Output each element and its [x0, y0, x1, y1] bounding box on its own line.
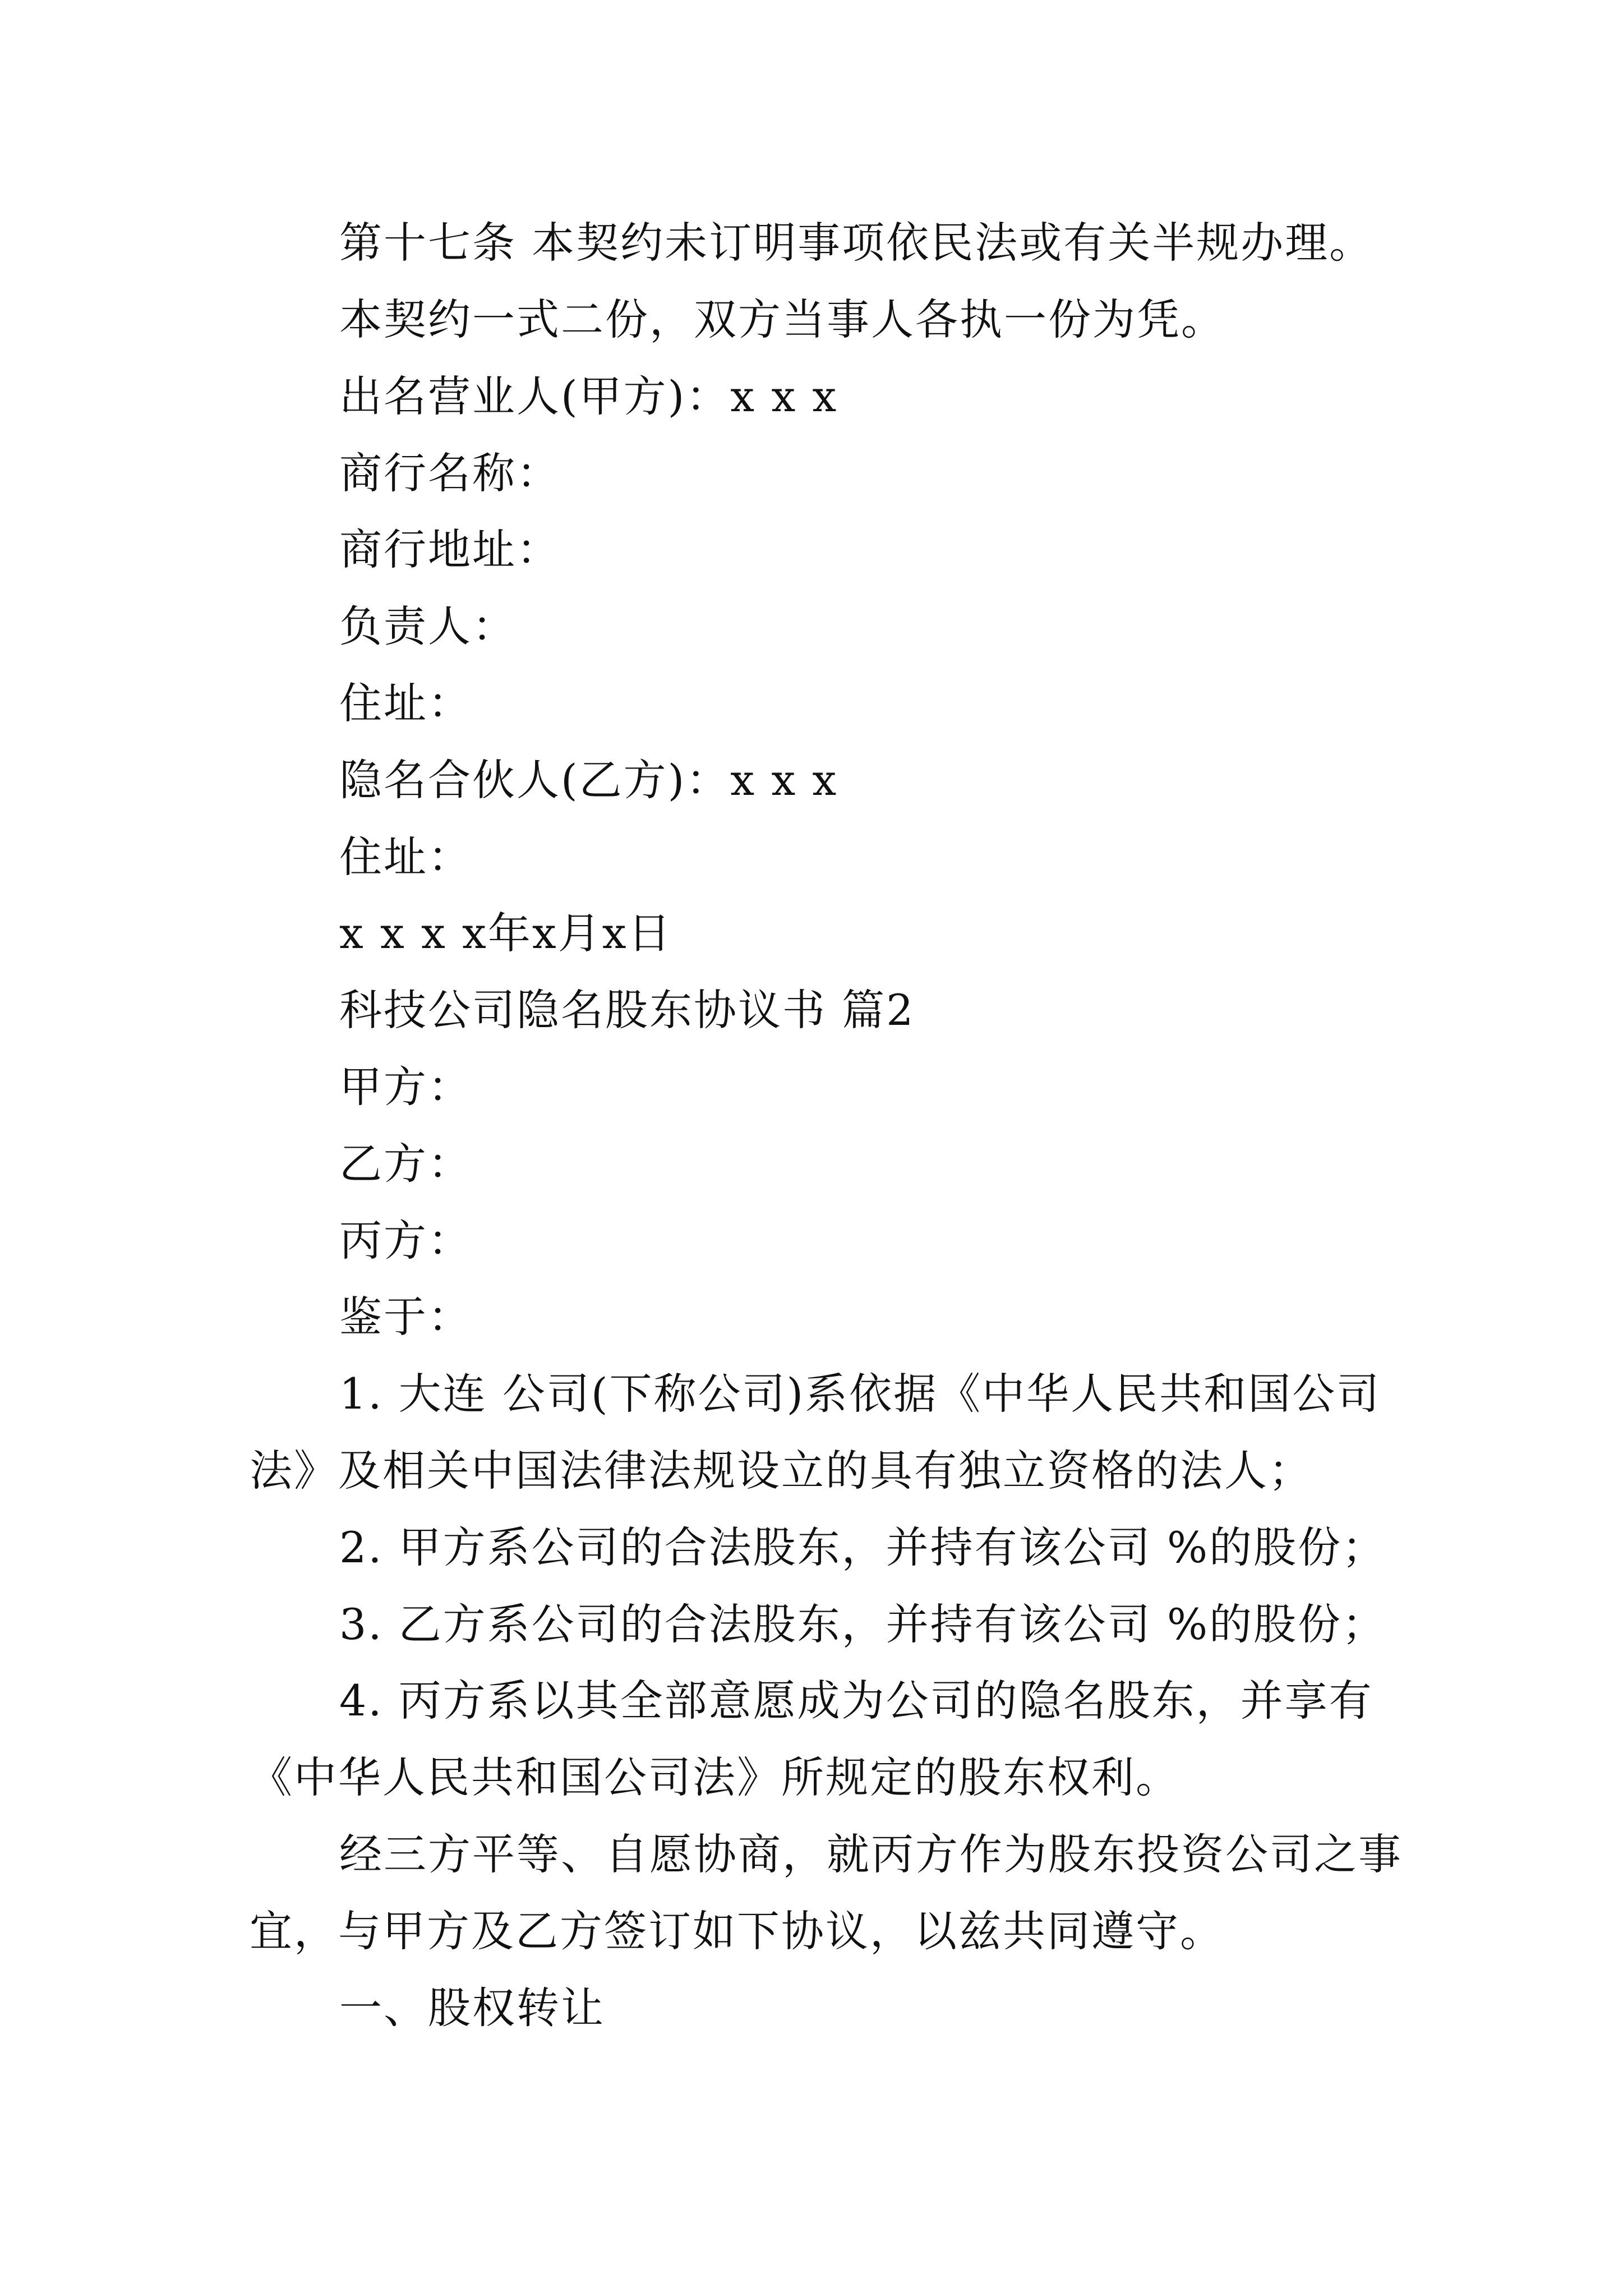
- text-line: 丙方：: [339, 1216, 472, 1266]
- text-line: 2. 甲方系公司的合法股东，并持有该公司 %的股份；: [339, 1522, 1387, 1572]
- text-line: 《中华人民共和国公司法》所规定的股东权利。: [250, 1752, 1180, 1802]
- text-line: 乙方：: [339, 1139, 472, 1189]
- text-line: 住址：: [339, 678, 472, 728]
- text-line: 住址：: [339, 832, 472, 882]
- text-line: 3. 乙方系公司的合法股东，并持有该公司 %的股份；: [339, 1599, 1387, 1649]
- text-line: 一、股权转让: [339, 1983, 605, 2033]
- text-line: 4. 丙方系以其全部意愿成为公司的隐名股东，并享有: [339, 1676, 1373, 1726]
- text-line: 宜，与甲方及乙方签订如下协议，以兹共同遵守。: [250, 1906, 1224, 1956]
- text-line: 商行名称：: [339, 448, 561, 498]
- text-line: 出名营业人(甲方)：x x x: [339, 371, 838, 421]
- text-line: 隐名合伙人(乙方)：x x x: [339, 755, 838, 805]
- text-line: 第十七条 本契约未订明事项依民法或有关半规办理。: [339, 218, 1374, 268]
- text-line: 负责人：: [339, 601, 517, 651]
- text-line: 本契约一式二份，双方当事人各执一份为凭。: [339, 295, 1225, 344]
- text-line: 甲方：: [339, 1062, 472, 1112]
- text-line: 商行地址：: [339, 524, 561, 574]
- section-heading: 科技公司隐名股东协议书 篇2: [339, 985, 915, 1035]
- text-line: 法》及相关中国法律法规设立的具有独立资格的法人；: [250, 1446, 1313, 1496]
- text-line: 经三方平等、自愿协商，就丙方作为股东投资公司之事: [339, 1829, 1403, 1879]
- text-line: x x x x年x月x日: [339, 908, 672, 958]
- text-line: 鉴于：: [339, 1292, 472, 1342]
- text-line: 1. 大连 公司(下称公司)系依据《中华人民共和国公司: [339, 1369, 1381, 1419]
